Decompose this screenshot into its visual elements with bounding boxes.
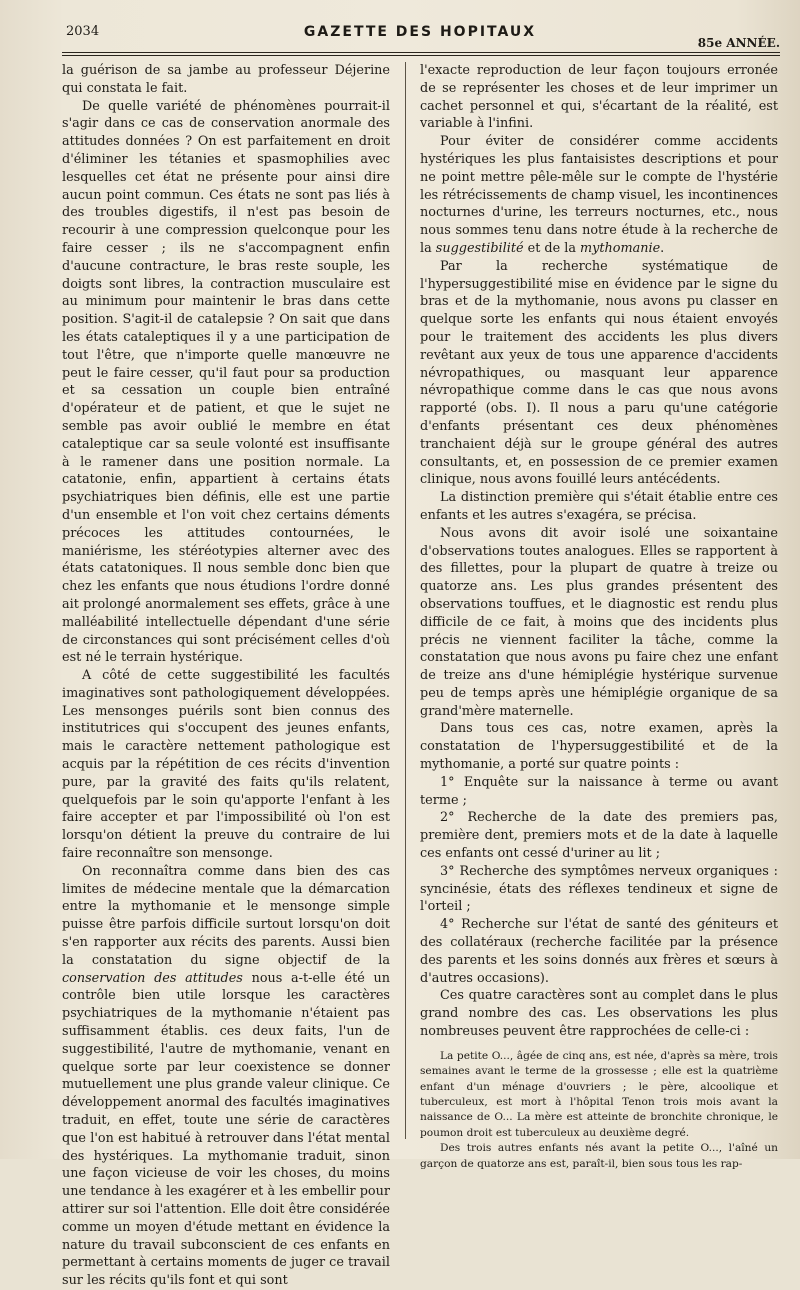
paragraph-text: A côté de cette suggestibilité les facultés imaginatives sont pathologiquement développées. Les mensonges puérils sont bien connus des institutrices qui s'occupent des jeunes enfants, mais le caractère nettement pathologique est acquis par la répétition de ces récits d'invention pure, par la gravité des faits qu'ils relatent, quelquefois par le soin qu'apporte l'enfant à les faire accepter et par l'impossibilité où l'on est lorsqu'on détient la preuve du contraire de lui faire reconnaître son mensonge. — [62, 668, 390, 862]
year-label: 85e ANNÉE. — [697, 36, 780, 50]
paragraph-text: De quelle variété de phénomènes pourrait-il s'agir dans ce cas de conservation anormale des attitudes données ? On est parfaitement en droit d'éliminer les tétanies et spasmophilies avec lesquelles cet état ne présente pour ainsi dire aucun point commun. Ces états ne sont pas liés à des troubles digestifs, il n'est pas besoin de recourir à une compression quelconque pour les faire cesser ; ils ne s'accompagnent enfin d'aucune contracture, le bras reste souple, les doigts sont libres, la contraction musculaire est au minimum pour maintenir le bras dans cette position. S'agit-il de catalepsie ? On sait que dans les états cataleptiques il y a une participation de tout l'être, que n'importe quelle manœuvre ne peut le faire cesser, qu'il faut pour sa production et sa cessation un couple bien entraîné d'opérateur et de patient, et que le sujet ne semble pas avoir oublié le membre en état cataleptique car sa seule volonté est insuffisante à le ramener dans une position normale. La catatonie, enfin, appartient à certains états psychiatriques bien définis, elle est une partie d'un ensemble et l'on voit chez certains déments précoces les attitudes contournées, le maniérisme, les stéréotypies alterner avec des états catatoniques. Il nous semble donc bien que chez les enfants que nous étudions l'ordre donné ait prolongé anormalement ses effets, grâce à une malléabilité intellectuelle dépendant d'une série de circonstances qui sont précisément celles d'où est né le terrain hystérique. — [62, 98, 390, 666]
paragraph-text: 4° Recherche sur l'état de santé des géniteurs et des collatéraux (recherche facilitée par la présence des parents et les soins donnés aux frères et sœurs à d'autres occasions). — [420, 917, 778, 986]
paragraph — [420, 1141, 778, 1172]
column-divider — [405, 62, 406, 1139]
paragraph-text: 2° Recherche de la date des premiers pas, première dent, premiers mots et de la date à laquelle ces enfants ont cessé d'uriner au lit ; — [420, 810, 778, 862]
page-header — [60, 22, 780, 50]
paragraph-text: nous a-t-elle été un contrôle bien utile lorsque les caractères psychiatriques de la mythomanie n'étaient pas suffisamment établis. ces deux faits, l'un de suggestibilité, l'autre de mythomanie, venant en quelque sorte par leur coexistence se donner mutuellement une plus grande valeur clinique. Ce développement anormal des facultés imaginatives traduit, en effet, toute une série de caractères que l'on est habitué à retrouver dans l'état mental des hystériques. La mythomanie traduit, sinon une façon vicieuse de voir les choses, du moins une tendance à les exagérer et à les embellir pour attirer sur soi l'attention. Elle doit être considérée comme un moyen d'étude mettant en évidence la nature du travail subconscient de ces enfants en permettant à certains moments de juger ce travail sur les récits qu'ils font et qui sont — [62, 970, 390, 1289]
paragraph — [420, 489, 778, 525]
paragraph — [420, 258, 778, 489]
paragraph-text: On reconnaîtra comme dans bien des cas limites de médecine mentale que la démarcation entre la mythomanie et le mensonge simple puisse être parfois difficile surtout lorsqu'on doit s'en rapporter aux récits des parents. Aussi bien la constatation du signe objectif de la — [62, 863, 390, 968]
paragraph — [62, 667, 390, 863]
paragraph-text: La petite O..., âgée de cinq ans, est née, d'après sa mère, trois semaines avant le terme de la grossesse ; elle est la quatrième enfant d'un ménage d'ouvriers ; le père, alcoolique et tuberculeux, est mort à l'hôpital Tenon trois mois avant la naissance de O... La mère est atteinte de bronchite chronique, le poumon droit est tuberculeux au deuxième degré. — [420, 1049, 778, 1139]
italic-term: conservation des attitudes — [62, 970, 243, 986]
header-rule — [62, 52, 780, 53]
paragraph — [420, 916, 778, 987]
paragraph — [420, 987, 778, 1040]
paragraph-text: 1° Enquête sur la naissance à terme ou avant terme ; — [420, 774, 778, 808]
paragraph — [420, 1049, 778, 1141]
journal-title: GAZETTE DES HOPITAUX — [303, 24, 537, 40]
right-column — [420, 62, 778, 1170]
paragraph-text: Nous avons dit avoir isolé une soixantaine d'observations toutes analogues. Elles se rapportent à des fillettes, pour la plupart de quatre à treize ou quatorze ans. Les plus grandes présentent des observations touffues, et le diagnostic est rendu plus difficile de ce fait, à moins que des incidents plus précis ne viennent faciliter la tâche, comme la constatation que nous avons pu faire chez une enfant de treize ans d'une hémiplégie hystérique survenue peu de temps après une hémiplégie organique de sa grand'mère maternelle. — [420, 525, 778, 719]
paragraph-text: 3° Recherche des symptômes nerveux organiques : syncinésie, états des réflexes tendineux et signe de l'orteil ; — [420, 863, 778, 915]
paragraph-text: . — [660, 240, 665, 256]
paragraph-text: Dans tous ces cas, notre examen, après la constatation de l'hypersuggestibilité et de la mythomanie, a porté sur quatre points : — [420, 721, 778, 773]
paragraph-text: Par la recherche systématique de l'hypersuggestibilité mise en évidence par le signe du bras et de la mythomanie, nous avons pu classer en quelque sorte les enfants qui nous étaient envoyés pour le traitement des accidents les plus divers revêtant aux yeux de tous une apparence d'accidents névropathiques, ou masquant leur apparence névropathique comme dans le cas que nous avons rapporté (obs. I). Il nous a paru qu'une catégorie d'enfants présentant ces deux phénomènes tranchaient déjà sur le groupe général des autres consultants, et, en possession de ce premier examen clinique, nous avons fouillé leurs antécédents. — [420, 258, 778, 488]
paragraph — [420, 525, 778, 721]
paragraph-text: la guérison de sa jambe au professeur Déjerine qui constata le fait. — [62, 63, 390, 96]
paragraph-text: et de la — [523, 240, 581, 256]
paragraph — [420, 62, 778, 133]
left-column — [62, 62, 390, 1289]
paragraph — [62, 62, 390, 98]
paragraph — [420, 774, 778, 810]
paragraph — [420, 133, 778, 258]
paragraph — [420, 809, 778, 862]
paragraph-text: Pour éviter de considérer comme accidents hystériques les plus fantaisistes descriptions et pour ne point mettre pêle-mêle sur le compte de l'hystérie les rétrécissements de champ visuel, les incontinences nocturnes d'urine, les terreurs nocturnes, etc., nous nous sommes tenu dans notre étude à la recherche de la — [420, 134, 778, 256]
paragraph — [62, 98, 390, 668]
paragraph-text: Ces quatre caractères sont au complet dans le plus grand nombre des cas. Les observations les plus nombreuses peuvent être rapprochées de celle-ci : — [420, 988, 778, 1040]
paragraph — [420, 720, 778, 773]
header-rule-thin — [62, 55, 780, 56]
paragraph-text: l'exacte reproduction de leur façon toujours erronée de se représenter les choses et de leur imprimer un cachet personnel et qui, s'écartant de la réalité, est variable à l'infini. — [420, 63, 778, 132]
paragraph-text: Des trois autres enfants nés avant la petite O..., l'aîné un garçon de quatorze ans est, paraît-il, bien sous tous les rap- — [420, 1142, 778, 1170]
italic-term: mythomanie — [580, 240, 661, 256]
paragraph — [62, 863, 390, 1290]
page-number: 2034 — [66, 24, 100, 39]
paragraph-text: La distinction première qui s'était établie entre ces enfants et les autres s'exagéra, se précisa. — [420, 490, 778, 523]
paragraph — [420, 863, 778, 916]
italic-term: suggestibilité — [435, 240, 524, 256]
